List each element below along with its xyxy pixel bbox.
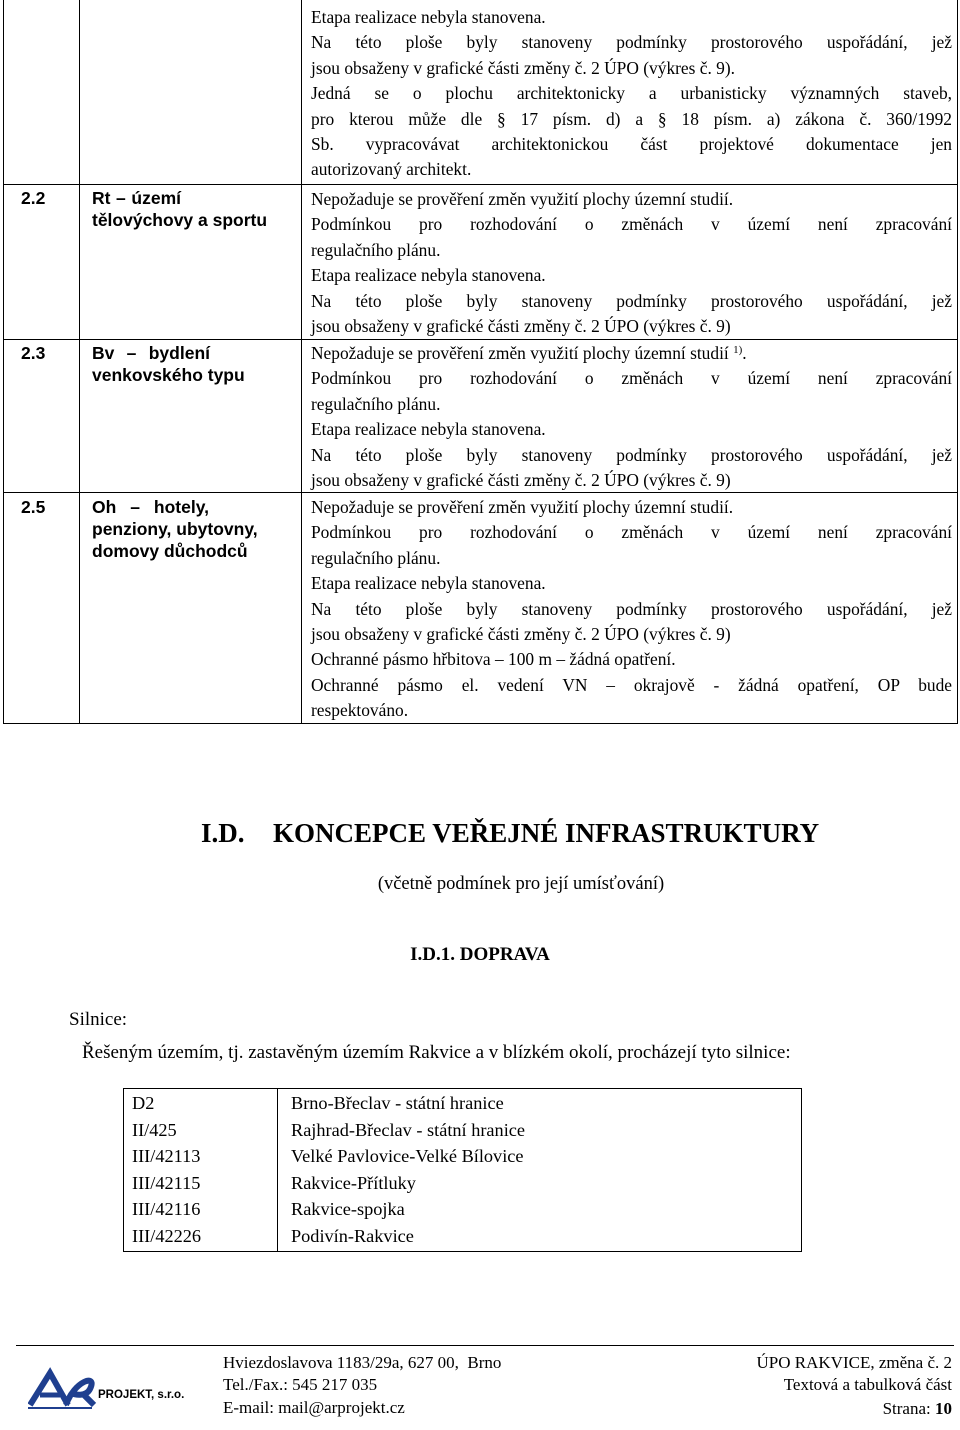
text-line: Etapa realizace nebyla stanovena. [311, 419, 546, 440]
road-route: Brno-Břeclav - státní hranice [291, 1093, 504, 1113]
road-route: Velké Pavlovice-Velké Bílovice [291, 1146, 524, 1166]
text-line: Na této ploše byly stanoveny podmínky prostorového uspořádání, jež [311, 598, 952, 619]
text-line: Sb. vypracovávat architektonickou část projektové dokumentace jen [311, 134, 952, 155]
text-line: Na této ploše byly stanoveny podmínky prostorového uspořádání, jež [311, 444, 952, 465]
top-block [311, 5, 952, 183]
table-row [123, 1170, 802, 1197]
footer-page [883, 1398, 952, 1420]
section-number: I.D. [201, 818, 245, 848]
page-number: 10 [935, 1399, 952, 1418]
bv-block [311, 341, 952, 493]
text-line: jsou obsaženy v grafické části změny č. 2 ÚPO (výkres č. 9). [311, 57, 736, 78]
text-line: autorizovaný architekt. [311, 159, 472, 180]
row-name-line: domovy důchodců [92, 541, 248, 561]
roads-heading: Silnice: [69, 1009, 128, 1030]
text-line: Etapa realizace nebyla stanovena. [311, 265, 546, 286]
roads-intro: Řešeným územím, tj. zastavěným územím Rakvice a v blízkém okolí, procházejí tyto silnice: [82, 1042, 791, 1063]
row-name-line: tělovýchovy a sportu [92, 210, 268, 230]
section-subtitle: (včetně podmínek pro její umísťování) [377, 874, 665, 894]
road-route: Rakvice-Přítluky [291, 1172, 416, 1193]
footer-doc-title: ÚPO RAKVICE, změna č. 2 [756, 1353, 952, 1372]
rt-block [311, 187, 952, 339]
text-line: Ochranné pásmo el. vedení VN – okrajově - žádná opatření, OP bude [311, 674, 952, 695]
table-border-col1 [79, 0, 80, 724]
table-row-divider [3, 184, 958, 185]
text-fragment: Nepožaduje se prověření změn využití plochy územní studií [311, 343, 729, 363]
text-line: regulačního plánu. [311, 393, 441, 414]
table-row [123, 1196, 802, 1223]
company-logo [28, 1367, 198, 1411]
row-name [92, 187, 292, 231]
text-line: Nepožaduje se prověření změn využití plochy územní studií. [311, 497, 734, 517]
table-border-col2 [301, 0, 302, 724]
table-border-top [123, 1088, 802, 1089]
table-row [123, 1090, 802, 1117]
row-name-line: Bv – bydlení [92, 343, 210, 363]
text-fragment: . [742, 343, 747, 363]
text-line: Na této ploše byly stanoveny podmínky prostorového uspořádání, jež [311, 290, 952, 311]
table-border-bottom [123, 1251, 802, 1252]
footer-email: E-mail: mail@arprojekt.cz [223, 1398, 405, 1417]
page-label: Strana: [882, 1399, 931, 1418]
footer-address: Hviezdoslavova 1183/29a, 627 00, Brno [223, 1353, 502, 1372]
row-code: 2.2 [21, 188, 46, 208]
road-route: Podivín-Rakvice [291, 1225, 414, 1246]
text-line: jsou obsaženy v grafické části změny č. 2 ÚPO (výkres č. 9) [311, 470, 731, 491]
table-row [123, 1143, 802, 1170]
text-line: Podmínkou pro rozhodování o změnách v území není zpracování [311, 214, 952, 235]
footnote-ref: 1) [733, 344, 743, 356]
roads-table [123, 1088, 802, 1252]
text-line: Nepožaduje se prověření změn využití plochy územní studií. [311, 189, 734, 209]
subsection-title: I.D.1. DOPRAVA [410, 944, 550, 965]
text-line: jsou obsaženy v grafické části změny č. 2 ÚPO (výkres č. 9) [311, 316, 731, 337]
text-line: respektováno. [311, 700, 409, 721]
text-line: Jedná se o plochu architektonicky a urbanisticky významných staveb, [311, 83, 952, 104]
road-code: III/42226 [132, 1225, 202, 1246]
text-line: Podmínkou pro rozhodování o změnách v území není zpracování [311, 522, 952, 543]
row-name-line: Rt – území [92, 188, 181, 208]
footer-divider [16, 1345, 954, 1346]
road-code: II/425 [132, 1119, 177, 1140]
text-line: Na této ploše byly stanoveny podmínky prostorového uspořádání, jež [311, 32, 952, 53]
row-name-line: venkovského typu [92, 365, 245, 385]
row-name [92, 342, 272, 386]
road-code: III/42116 [132, 1199, 201, 1219]
logo-text: PROJEKT, s.r.o. [98, 1389, 185, 1401]
table-row [123, 1223, 802, 1250]
row-name-line: Oh – hotely, [92, 497, 209, 517]
text-line: regulačního plánu. [311, 239, 441, 260]
road-code: III/42113 [132, 1146, 201, 1166]
table-row [123, 1117, 802, 1144]
section-title: KONCEPCE VEŘEJNÉ INFRASTRUKTURY [273, 818, 820, 848]
row-name-line: penziony, ubytovny, [92, 519, 258, 539]
text-line: Etapa realizace nebyla stanovena. [311, 573, 546, 594]
row-name [92, 496, 292, 562]
road-route: Rajhrad-Břeclav - státní hranice [291, 1119, 525, 1140]
footer-doc-part: Textová a tabulková část [783, 1375, 952, 1394]
road-code: III/42115 [132, 1172, 201, 1193]
text-line: jsou obsaženy v grafické části změny č. 2 ÚPO (výkres č. 9) [311, 624, 731, 645]
row-code: 2.5 [21, 497, 46, 517]
road-route: Rakvice-spojka [291, 1199, 405, 1219]
text-line: regulačního plánu. [311, 547, 441, 568]
row-code: 2.3 [21, 343, 46, 363]
text-line [311, 341, 952, 366]
road-code: D2 [132, 1093, 155, 1113]
text-line: Ochranné pásmo hřbitova – 100 m – žádná opatření. [311, 649, 676, 670]
text-line: Etapa realizace nebyla stanovena. [311, 7, 546, 27]
text-line: pro kterou může dle § 17 písm. d) a § 18 písm. a) zákona č. 360/1992 [311, 108, 952, 129]
footer-phone: Tel./Fax.: 545 217 035 [223, 1375, 378, 1394]
text-line: Podmínkou pro rozhodování o změnách v území není zpracování [311, 368, 952, 389]
table-border-left [3, 0, 4, 724]
table-border-right [957, 0, 958, 724]
oh-block [311, 495, 952, 724]
